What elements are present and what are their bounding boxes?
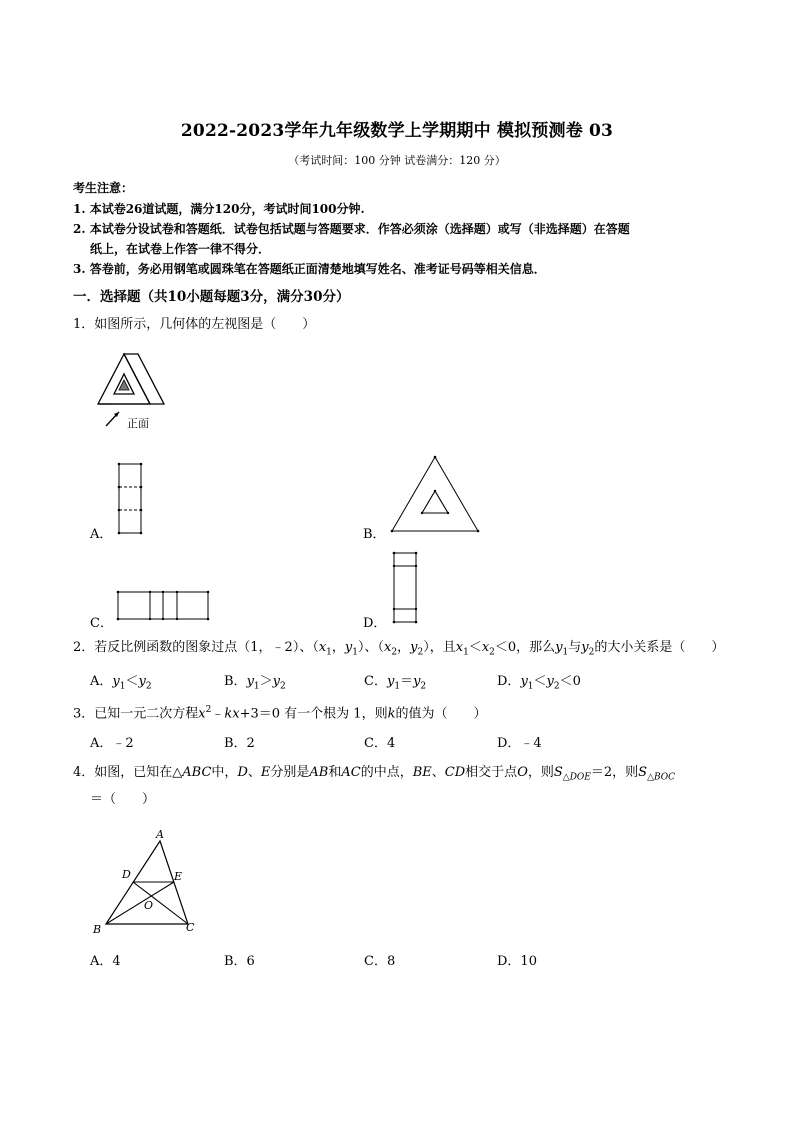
q4-option-d: D．10 [497, 954, 537, 969]
q2-option-d: D．$y_1<y_2<0$ [497, 674, 581, 692]
notice-item-2: 2. 本试卷分设试卷和答题纸．试卷包括试题与答题要求．作答必须涂（选择题）或写（非选择题）在答题 [73, 222, 630, 236]
q2-option-a: A．$y_1<y_2$ [90, 674, 152, 692]
q1-option-a-label: A． [90, 527, 113, 542]
q1-option-d-figure [391, 551, 421, 625]
point-label-e: E [174, 870, 183, 883]
point-label-d: D [122, 868, 131, 881]
page-title: 2022-2023学年九年级数学上学期期中 模拟预测卷 03 [180, 121, 614, 141]
question-1-stem: 1．如图所示，几何体的左视图是（ ） [73, 317, 316, 332]
question-4-stem-cont: ＝（ ） [90, 792, 156, 807]
question-4-stem: 4．如图，已知在△ABC中，D、E分别是AB和AC的中点，BE、CD相交于点O，则$S_{\triangle DOE}=2$，则$S_{\triangle BOC}$ [73, 765, 676, 783]
q2-option-c: C．$y_1=y_2$ [364, 674, 427, 692]
notice-item-2-cont: 纸上，在试卷上作答一律不得分． [90, 242, 271, 256]
front-label: 正面 [127, 417, 149, 430]
q4-option-c: C．8 [364, 954, 396, 969]
q1-option-b-label: B． [363, 527, 386, 542]
q1-option-b-figure [390, 455, 482, 535]
q1-option-c-figure [116, 590, 212, 622]
point-label-a: A [156, 828, 164, 841]
q3-option-a: A．﹣2 [90, 736, 134, 751]
q4-triangle-figure [90, 825, 210, 940]
point-label-o: O [144, 899, 154, 912]
exam-info: （考试时间：100 分钟 试卷满分：120 分） [288, 154, 506, 167]
notice-heading: 考生注意： [73, 181, 134, 195]
notice-item-3: 3. 答卷前，务必用钢笔或圆珠笔在答题纸正面清楚地填写姓名、准考证号码等相关信息． [73, 262, 546, 276]
q4-option-b: B．6 [224, 954, 255, 969]
q3-option-b: B．2 [224, 736, 255, 751]
q1-option-d-label: D． [363, 616, 387, 631]
section-title: 一．选择题（共10小题每题3分，满分30分） [73, 289, 350, 305]
notice-item-1: 1. 本试卷26道试题，满分120分，考试时间100分钟. [73, 202, 365, 216]
q2-option-b: B．$y_1>y_2$ [224, 674, 286, 692]
q3-option-c: C．4 [364, 736, 396, 751]
q3-option-d: D．﹣4 [497, 736, 542, 751]
question-3-stem: 3．已知一元二次方程$x^2﹣kx+3=0$ 有一个根为 1，则k的值为（ ） [73, 705, 487, 722]
point-label-c: C [186, 921, 195, 934]
q1-option-c-label: C． [90, 616, 113, 631]
point-label-b: B [93, 923, 102, 936]
question-2-stem: 2．若反比例函数的图象过点（1，﹣2）、（$x_1$，$y_1$）、（$x_2$，$y_2$），且$x_1<x_2<0$，那么$y_1$与$y_2$的大小关系是（ ） [73, 640, 725, 658]
q1-option-a-figure [116, 462, 146, 536]
q4-option-a: A．4 [90, 954, 121, 969]
